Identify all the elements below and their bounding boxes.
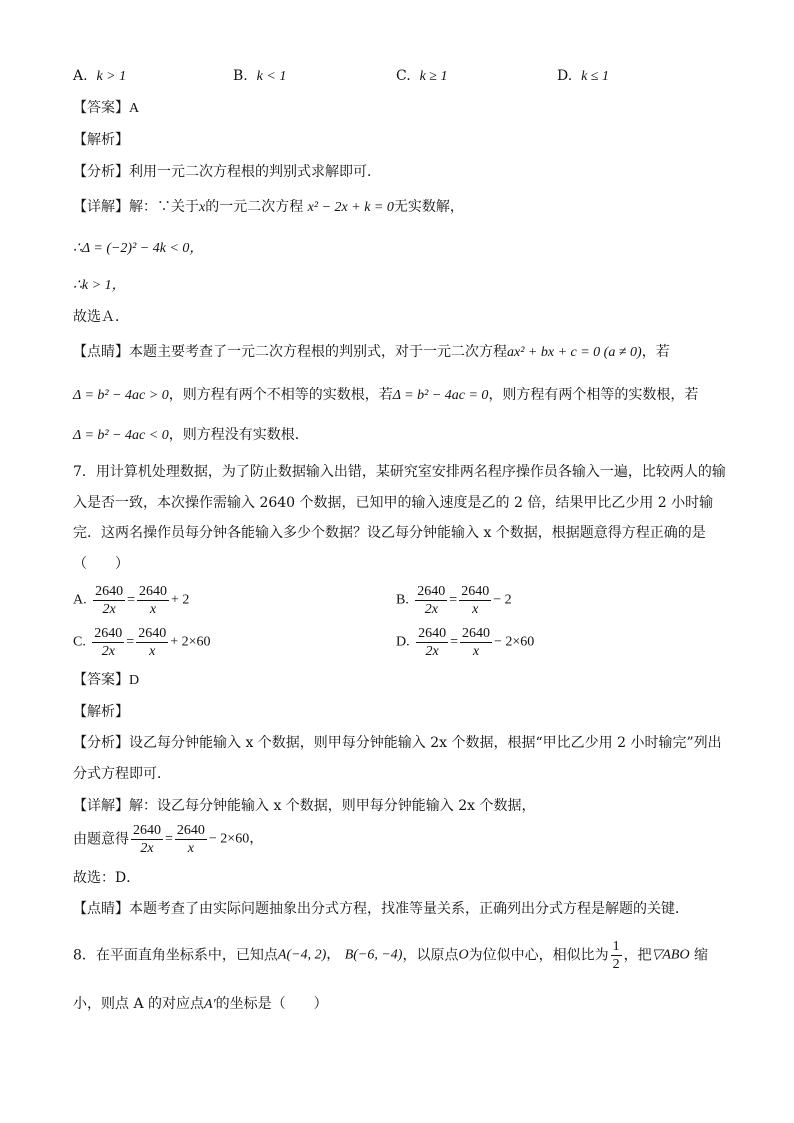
q7-stem-1 <box>73 462 726 482</box>
denominator: 2x <box>102 602 116 617</box>
denominator: x <box>472 602 479 617</box>
q7-stem-3 <box>73 523 706 543</box>
denominator: 2x <box>424 602 438 617</box>
text: ，则方程有两个相等的实数根，若 <box>488 387 699 403</box>
text: 的一元二次方程 <box>205 199 304 215</box>
numerator: 2640 <box>133 823 161 838</box>
option-expr: k > 1 <box>96 69 127 84</box>
q6-option-d <box>557 66 609 87</box>
q6-answer <box>73 98 139 119</box>
text: 本题主要考查了一元二次方程根的判别式，对于一元二次方程 <box>129 344 507 360</box>
analysis-tag: 【解析】 <box>73 704 129 720</box>
denominator: 2x <box>425 644 439 659</box>
conclusion-text: 故选：D． <box>73 870 141 886</box>
stem-text: （ ） <box>73 556 129 572</box>
q7-option-c: C. $\frac{2640}{2x}$ = $\frac{2640}{x}$ + 2×60 <box>73 626 211 659</box>
q7-conclusion <box>73 868 140 888</box>
equation-tail: + 2×60 <box>170 634 211 650</box>
q6-fenxi <box>73 162 381 182</box>
text: ，若 <box>641 344 670 360</box>
q7-option-d: D. $\frac{2640}{2x}$ = $\frac{2640}{x}$ − 2×60 <box>396 626 535 659</box>
text: 解：∵关于 <box>129 199 199 215</box>
numerator: 2640 <box>461 584 490 599</box>
numerator: 2640 <box>461 626 490 641</box>
q8-stem-2 <box>73 994 328 1015</box>
numerator: 2640 <box>138 584 167 599</box>
fraction <box>92 625 124 660</box>
q7-xiangjie-1 <box>73 796 536 816</box>
stem-text: 缩 <box>694 947 709 964</box>
stem-text: 8．在平面直角坐标系中，已知点 <box>73 947 278 964</box>
stem-text: 的坐标是（ ） <box>215 996 328 1012</box>
q7-stem-4 <box>73 554 129 574</box>
option-expr: k < 1 <box>256 69 287 84</box>
text: ， <box>326 947 341 963</box>
q6-option-b <box>233 66 286 87</box>
q6-step1 <box>73 238 203 259</box>
q6-conclusion <box>73 307 129 327</box>
fenxi-text: 分式方程即可． <box>73 766 171 782</box>
q7-dianjing <box>73 899 689 919</box>
dianjing-text: 本题考查了由实际问题抽象出分式方程，找准等量关系，正确列出分式方程是解题的关键． <box>129 901 689 917</box>
fraction <box>459 583 491 618</box>
math-equation: x² − 2x + k = 0 <box>307 200 394 215</box>
denominator: x <box>149 602 157 617</box>
stem-text: 完．这两名操作员每分钟各能输入多少个数据？设乙每分钟能输入 x 个数据，根据题意得方程正确的是 <box>73 525 706 541</box>
option-letter: D. <box>396 634 410 650</box>
equation-tail: − 2×60 <box>208 831 250 847</box>
q7-analysis-tag <box>73 702 129 722</box>
denominator: 2x <box>101 644 115 659</box>
triangle-abo: ▽ABO <box>651 947 690 963</box>
text: 由题意得 <box>73 831 129 848</box>
equation-tail: − 2 <box>493 592 512 608</box>
q8-stem-1 <box>73 938 708 973</box>
point-a: A(−4, 2) <box>277 947 327 963</box>
numerator: 2640 <box>95 584 124 599</box>
math-equation: Δ = b² − 4ac > 0 <box>73 388 169 403</box>
denominator: 2x <box>140 841 154 856</box>
fenxi-text: 设乙每分钟能输入 x 个数据，则甲每分钟能输入 2x 个数据，根据“甲比乙少用 2 小时输完”列出 <box>129 735 722 751</box>
stem-text: 7．用计算机处理数据，为了防止数据输入出错，某研究室安排两名程序操作员各输入一遍，比较两人的输 <box>73 464 726 480</box>
fenxi-tag: 【分析】 <box>73 735 129 751</box>
equation-tail: + 2 <box>170 592 190 608</box>
fraction <box>415 583 447 618</box>
point-a-prime: A′ <box>204 997 216 1012</box>
answer-value: A <box>129 101 140 116</box>
option-letter: B. <box>396 592 409 608</box>
q6-analysis-tag <box>73 130 129 150</box>
option-expr: k ≥ 1 <box>419 69 448 84</box>
fraction <box>93 583 125 618</box>
fraction <box>416 625 448 660</box>
denominator: x <box>149 644 156 659</box>
fenxi-tag: 【分析】 <box>73 164 129 180</box>
q6-dianjing-3 <box>73 425 309 446</box>
option-letter: C. <box>73 634 86 650</box>
stem-text: ，以原点 <box>402 947 459 964</box>
text: 无实数解， <box>393 199 464 215</box>
q6-dianjing-1 <box>73 342 670 363</box>
stem-text: 为位似中心，相似比为 <box>468 947 609 964</box>
option-letter: A. <box>73 592 87 608</box>
q6-option-a <box>73 66 126 87</box>
conclusion-text: 故选Ａ． <box>73 309 129 325</box>
numerator: 2640 <box>418 626 447 641</box>
option-letter: A. <box>73 68 88 84</box>
math-step: ∴Δ = (−2)² − 4k < 0， <box>73 241 204 256</box>
q7-xiangjie-2: 由题意得 $\frac{2640}{2x}$ = $\frac{2640}{x}$ − 2×60， <box>73 823 264 856</box>
option-expr: k ≤ 1 <box>581 69 609 84</box>
fraction <box>131 822 163 857</box>
q7-answer <box>73 670 139 691</box>
q6-step2 <box>73 275 126 296</box>
analysis-tag: 【解析】 <box>73 132 129 148</box>
q6-dianjing-2 <box>73 385 698 406</box>
xiangjie-tag: 【详解】 <box>73 798 129 814</box>
text: ， <box>249 831 264 847</box>
fraction <box>460 625 492 660</box>
text: ，则方程有两个不相等的实数根，若 <box>168 387 393 403</box>
q6-xiangjie <box>73 197 464 218</box>
answer-tag: 【答案】 <box>73 672 129 688</box>
point-o: O <box>458 947 469 963</box>
math-equation: ax² + bx + c = 0 (a ≠ 0) <box>507 345 642 360</box>
math-equation: Δ = b² − 4ac < 0 <box>73 428 169 443</box>
q7-option-b: B. $\frac{2640}{2x}$ = $\frac{2640}{x}$ − 2 <box>396 584 512 617</box>
fraction <box>137 583 169 618</box>
fenxi-text: 利用一元二次方程根的判别式求解即可． <box>129 164 381 180</box>
stem-text: ，把 <box>623 947 652 964</box>
stem-text: 小，则点 A 的对应点 <box>73 996 205 1012</box>
dianjing-tag: 【点睛】 <box>73 344 129 360</box>
numerator: 2640 <box>138 626 167 641</box>
dianjing-tag: 【点睛】 <box>73 901 129 917</box>
fraction <box>175 822 207 857</box>
answer-tag: 【答案】 <box>73 100 129 116</box>
xiangjie-tag: 【详解】 <box>73 199 129 215</box>
q7-option-a: A. $\frac{2640}{2x}$ = $\frac{2640}{x}$ + 2 <box>73 584 190 617</box>
denominator: x <box>187 841 195 856</box>
q7-stem-2 <box>73 493 713 513</box>
numerator: 2640 <box>94 626 123 641</box>
option-letter: B. <box>233 68 248 84</box>
q6-option-c <box>396 66 447 87</box>
equation-tail: − 2×60 <box>493 634 535 650</box>
text: ，则方程没有实数根． <box>168 427 309 443</box>
denominator: x <box>472 644 480 659</box>
q7-fenxi-2 <box>73 764 171 784</box>
option-letter: D. <box>557 68 573 84</box>
denominator: 2 <box>612 957 620 972</box>
ratio-fraction <box>611 938 622 973</box>
option-letter: C. <box>396 68 411 84</box>
numerator: 2640 <box>176 823 205 838</box>
answer-value: D <box>129 673 140 688</box>
math-step: ∴k > 1， <box>73 278 126 293</box>
fraction <box>136 625 168 660</box>
q7-fenxi-1 <box>73 733 722 753</box>
numerator: 2640 <box>417 584 446 599</box>
stem-text: 入是否一致，本次操作需输入 2640 个数据，已知甲的输入速度是乙的 2 倍，结果甲比乙少用 2 小时输 <box>73 495 714 511</box>
xiangjie-text: 解：设乙每分钟能输入 x 个数据，则甲每分钟能输入 2x 个数据， <box>129 798 536 814</box>
math-var: x <box>199 200 206 215</box>
point-b: B(−6, −4) <box>344 947 403 963</box>
numerator: 1 <box>612 939 620 954</box>
math-equation: Δ = b² − 4ac = 0 <box>392 388 489 403</box>
